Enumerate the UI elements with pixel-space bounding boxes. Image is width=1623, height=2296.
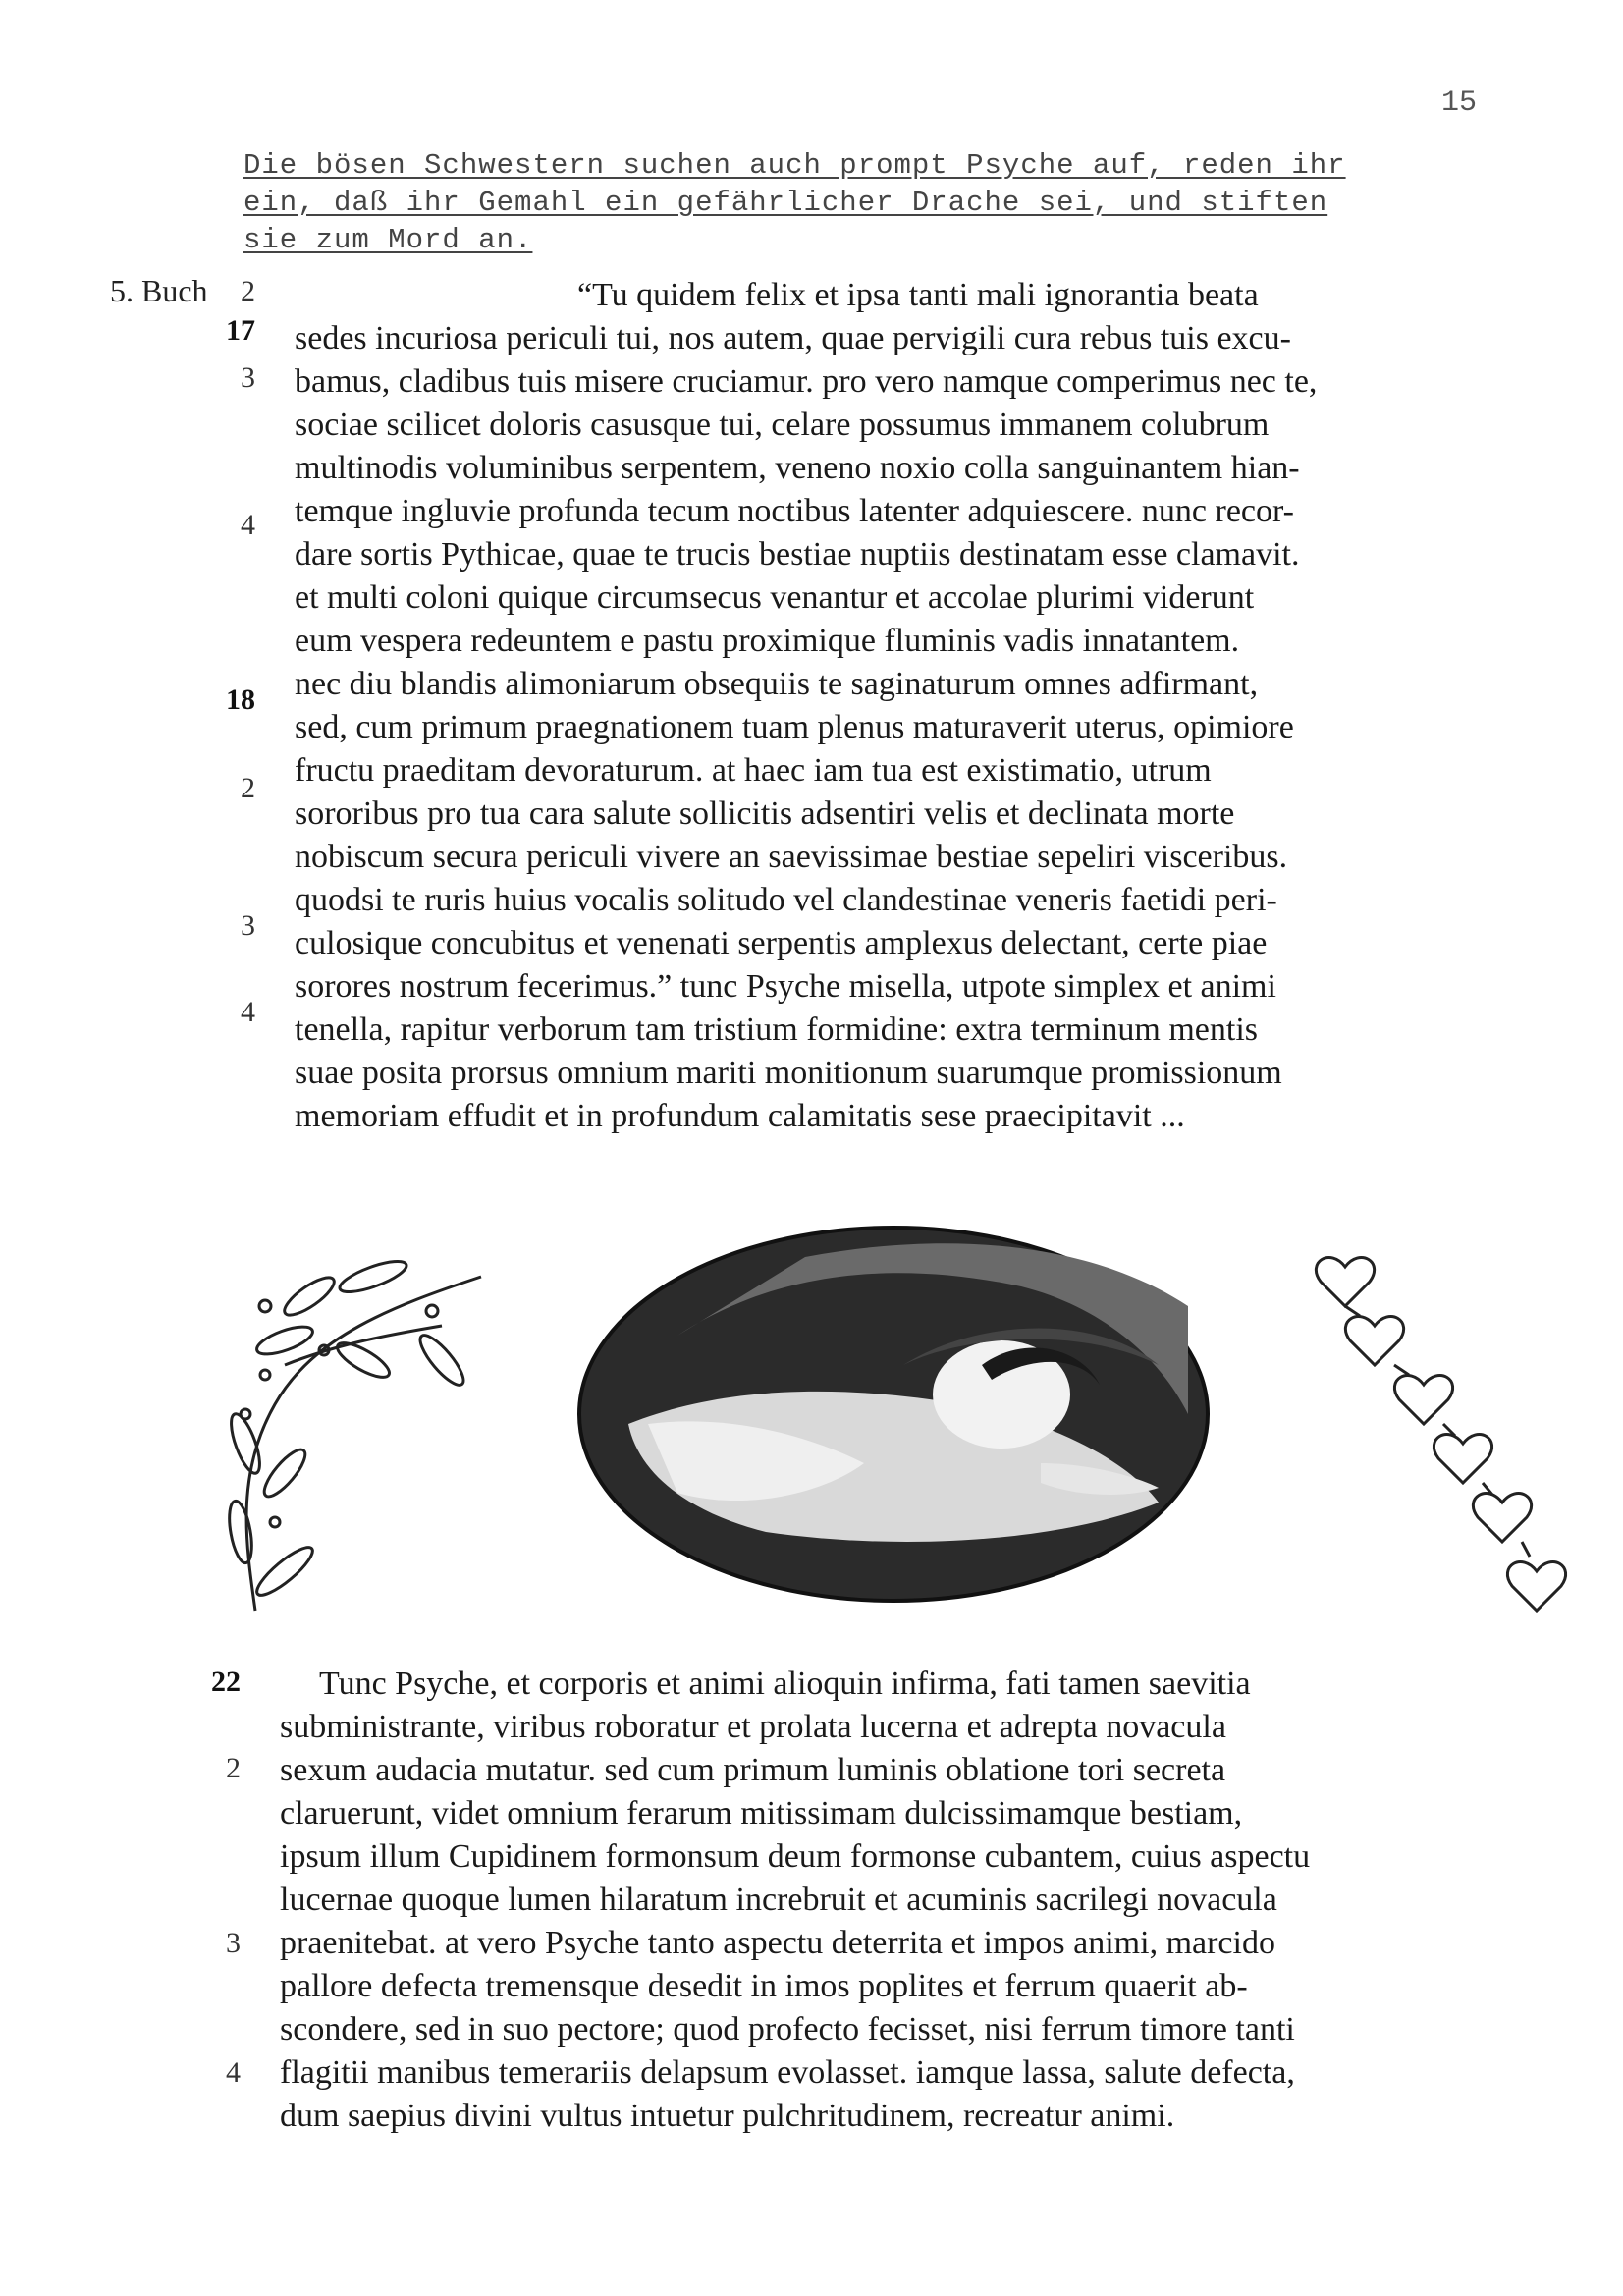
text-line: nec diu blandis alimoniarum obsequiis te saginaturum omnes adfirmant, (295, 666, 1259, 702)
text-line: multinodis voluminibus serpentem, veneno noxio colla sanguinantem hian- (295, 450, 1300, 486)
text-line: subministrante, viribus roboratur et prolata lucerna et adrepta novacula (280, 1709, 1226, 1745)
line-number: 18 (226, 683, 255, 716)
line-number: 2 (226, 1752, 241, 1784)
heart-chain-icon (1316, 1258, 1565, 1611)
text-line: scondere, sed in suo pectore; quod profecto fecisset, nisi ferrum timore tanti (280, 2011, 1295, 2048)
text-line: pallore defecta tremensque desedit in imos poplites et ferrum quaerit ab- (280, 1968, 1248, 2004)
text-line: culosique concubitus et venenati serpentis amplexus delectant, certe piae (295, 925, 1268, 961)
text-line: fructu praeditam devoraturum. at haec iam tua est existimatio, utrum (295, 752, 1212, 789)
text-line: praenitebat. at vero Psyche tanto aspectu deterrita et impos animi, marcido (280, 1925, 1275, 1961)
text-line: sedes incuriosa periculi tui, nos autem, quae pervigili cura rebus tuis excu- (295, 320, 1291, 356)
line-number: 4 (226, 2056, 241, 2089)
line-number: 4 (241, 996, 255, 1028)
german-summary (243, 147, 1451, 259)
summary-line: sie zum Mord an. (243, 224, 533, 256)
text-line: eum vespera redeuntem e pastu proximique fluminis vadis innatantem. (295, 623, 1240, 659)
book-reference: 5. Buch (110, 273, 208, 308)
text-line: nobiscum secura periculi vivere an saevissimae bestiae sepeliri visceribus. (295, 839, 1288, 875)
text-line: sorores nostrum fecerimus.” tunc Psyche misella, utpote simplex et animi (295, 968, 1276, 1005)
line-number: 4 (241, 509, 255, 541)
line-number: 2 (241, 772, 255, 804)
text-line: memoriam effudit et in profundum calamitatis sese praecipitavit ... (295, 1098, 1185, 1134)
text-line: quodsi te ruris huius vocalis solitudo vel clandestinae veneris faetidi peri- (295, 882, 1277, 918)
text-line: ipsum illum Cupidinem formonsum deum formonse cubantem, cuius aspectu (280, 1838, 1311, 1875)
text-line: sexum audacia mutatur. sed cum primum luminis oblatione tori secreta (280, 1752, 1226, 1788)
text-line: sed, cum primum praegnationem tuam plenus maturaverit uterus, opimiore (295, 709, 1294, 745)
text-line: Tunc Psyche, et corporis et animi alioquin infirma, fati tamen saevitia (319, 1666, 1251, 1702)
text-line: dum saepius divini vultus intuetur pulchritudinem, recreatur animi. (280, 2098, 1175, 2134)
text-line: dare sortis Pythicae, quae te trucis bestiae nuptiis destinatam esse clamavit. (295, 536, 1300, 573)
text-line: tenella, rapitur verborum tam tristium formidine: extra terminum mentis (295, 1011, 1259, 1048)
text-line: bamus, cladibus tuis misere cruciamur. pro vero namque comperimus nec te, (295, 363, 1318, 400)
summary-line: ein, daß ihr Gemahl ein gefährlicher Drache sei, und stiften (243, 187, 1328, 219)
text-line: sociae scilicet doloris casusque tui, celare possumus immanem colubrum (295, 407, 1270, 443)
text-line: lucernae quoque lumen hilaratum increbruit et acuminis sacrilegi novacula (280, 1882, 1277, 1918)
cupid-illustration (216, 1218, 1571, 1660)
text-line: sororibus pro tua cara salute sollicitis adsentiri velis et declinata morte (295, 795, 1235, 832)
text-line: suae posita prorsus omnium mariti monitionum suarumque promissionum (295, 1055, 1282, 1091)
olive-vine-icon (226, 1255, 481, 1611)
line-number: 22 (211, 1666, 241, 1698)
text-line: flagitii manibus temerariis delapsum evolasset. iamque lassa, salute defecta, (280, 2054, 1295, 2091)
line-number: 3 (226, 1927, 241, 1959)
line-number: 17 (226, 314, 255, 347)
line-number: 3 (241, 909, 255, 942)
page-number: 15 (1441, 86, 1478, 120)
sleeping-cupid-image (579, 1228, 1208, 1601)
text-line: temque ingluvie profunda tecum noctibus latenter adquiescere. nunc recor- (295, 493, 1294, 529)
line-number: 3 (241, 361, 255, 394)
text-line: claruerunt, videt omnium ferarum mitissimam dulcissimamque bestiam, (280, 1795, 1243, 1831)
line-number: 2 (241, 275, 255, 307)
text-line: “Tu quidem felix et ipsa tanti mali ignorantia beata (577, 277, 1259, 313)
summary-line: Die bösen Schwestern suchen auch prompt Psyche auf, reden ihr (243, 149, 1346, 182)
text-line: et multi coloni quique circumsecus venantur et accolae plurimi viderunt (295, 579, 1255, 616)
